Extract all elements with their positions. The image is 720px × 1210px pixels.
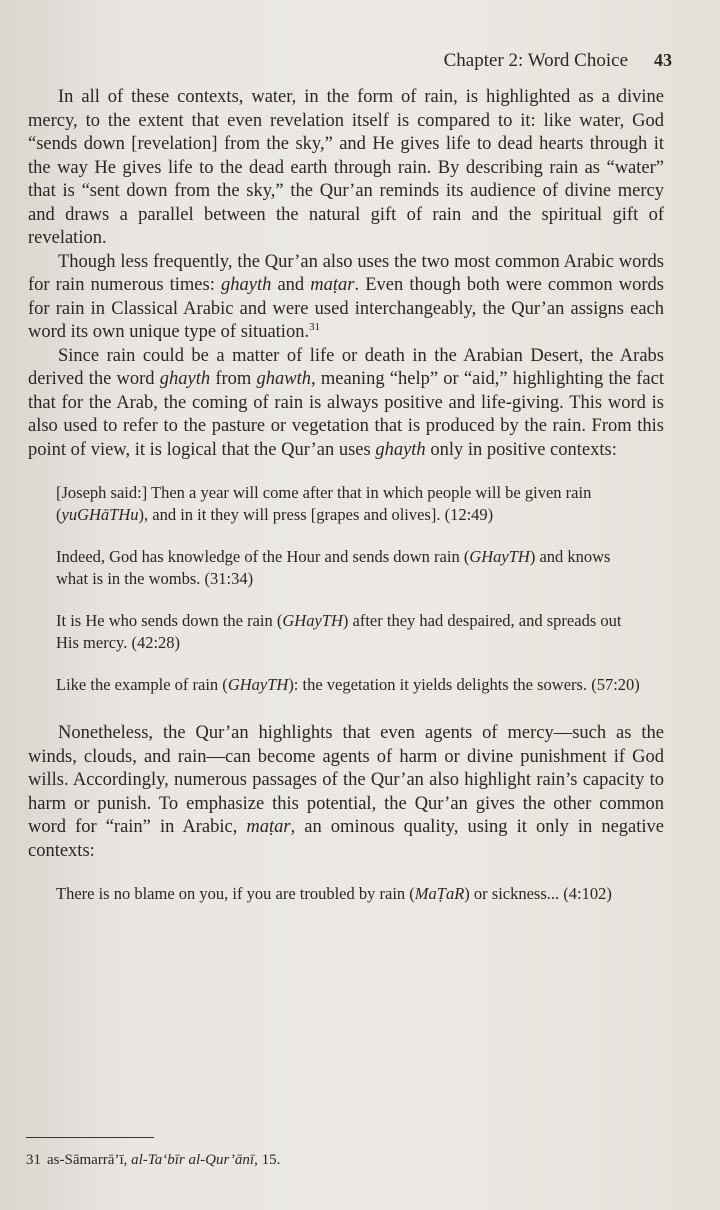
italic-term: MaṬaR xyxy=(414,884,465,903)
text-span: ) and knows what is in the wombs. (31:34) xyxy=(56,547,611,588)
block-quote-5 xyxy=(56,883,644,905)
italic-term: GHayTH xyxy=(282,611,343,630)
text-span: , an ominous quality, using it only in negative contexts: xyxy=(28,817,665,861)
text-span: ): the vegetation it yields delights the sowers. (57:20) xyxy=(288,675,640,694)
text-span: Nonetheless, the Qur’an highlights that even agents of mercy—such as the winds, clouds, and rain—can become agents of harm or divine punishment if God wills. Accordingly, numerous passages of the Qur’an also highlight rain’s capacity to harm or punish. To emphasize this potential, the Qur’an gives the other common word for “rain” in Arabic, xyxy=(28,723,664,837)
italic-term: maṭar xyxy=(246,817,291,837)
text-span: , 15. xyxy=(254,1152,281,1168)
paragraph-3 xyxy=(28,345,664,463)
text-span: Like the example of rain ( xyxy=(56,675,228,694)
text-span: as-Sāmarrā’ī, xyxy=(47,1152,132,1168)
italic-title: al-Ta‘bīr al-Qur’ānī xyxy=(131,1152,255,1168)
text-span: from xyxy=(210,369,257,389)
footnote-divider xyxy=(26,1137,154,1138)
paragraph-1 xyxy=(28,86,664,251)
text-span: Indeed, God has knowledge of the Hour and sends down rain ( xyxy=(56,547,470,566)
block-quote-3 xyxy=(56,610,644,654)
paragraph-2 xyxy=(28,251,664,345)
paragraph-4 xyxy=(28,722,664,863)
text-span: ) or sickness... (4:102) xyxy=(464,884,612,903)
running-header xyxy=(444,50,672,72)
italic-term: ghayth xyxy=(375,439,426,460)
chapter-title: Chapter 2: Word Choice xyxy=(443,50,628,71)
text-span: There is no blame on you, if you are troubled by rain ( xyxy=(56,884,415,903)
block-quote-4 xyxy=(56,674,644,696)
block-quote-2 xyxy=(56,546,644,590)
italic-term: GHayTH xyxy=(469,547,530,566)
italic-term: ghayth xyxy=(220,275,272,295)
text-span: Though less frequently, the Qur’an also uses the two most common Arabic words for rain numerous times: xyxy=(28,251,664,295)
text-span: In all of these contexts, water, in the form of rain, is highlighted as a divine mercy, to the extent that even revelation itself is compared to it: like water, God “sends down [revelation] from the sky,” and He gives life to dead hearts through it the way He gives life to the dead earth through rain. By describing rain as “water” that is “sent down from the sky,” the Qur’an reminds its audience of divine mercy and draws a parallel between the natural gift of rain and the spiritual gift of revelation. xyxy=(28,87,664,248)
text-span: and xyxy=(271,275,311,295)
text-span: ), and in it they will press [grapes and olives]. (12:49) xyxy=(138,505,494,524)
text-span: ) after they had despaired, and spreads out His mercy. (42:28) xyxy=(56,611,622,652)
italic-term: ghayth xyxy=(159,369,211,389)
block-quote-1 xyxy=(56,482,644,526)
italic-term: yuGHāTHu xyxy=(61,505,139,524)
text-span: only in positive contexts: xyxy=(425,439,617,460)
footnote xyxy=(26,1152,280,1169)
page-number: 43 xyxy=(654,50,672,70)
footnote-number: 31 xyxy=(26,1152,41,1168)
italic-term: ghawth xyxy=(256,369,312,389)
text-span: Since rain could be a matter of life or death in the Arabian Desert, the Arabs derived the word xyxy=(28,345,664,389)
text-span: . Even though both were common words for rain in Classical Arabic and were used interchangeably, the Qur’an assigns each word its own unique type of situation. xyxy=(28,275,665,342)
page-content xyxy=(28,86,664,905)
italic-term: maṭar xyxy=(310,275,355,295)
text-span: [Joseph said:] Then a year will come after that in which people will be given rain ( xyxy=(56,483,592,524)
footnote-ref[interactable]: 31 xyxy=(309,320,321,333)
text-span: , meaning “help” or “aid,” highlighting the fact that for the Arab, the coming of rain is always positive and life-giving. This word is also used to refer to the pasture or vegetation that is produced by the rain. From this point of view, it is logical that the Qur’an uses xyxy=(28,369,664,460)
italic-term: GHayTH xyxy=(227,675,289,694)
text-span: It is He who sends down the rain ( xyxy=(56,611,283,630)
